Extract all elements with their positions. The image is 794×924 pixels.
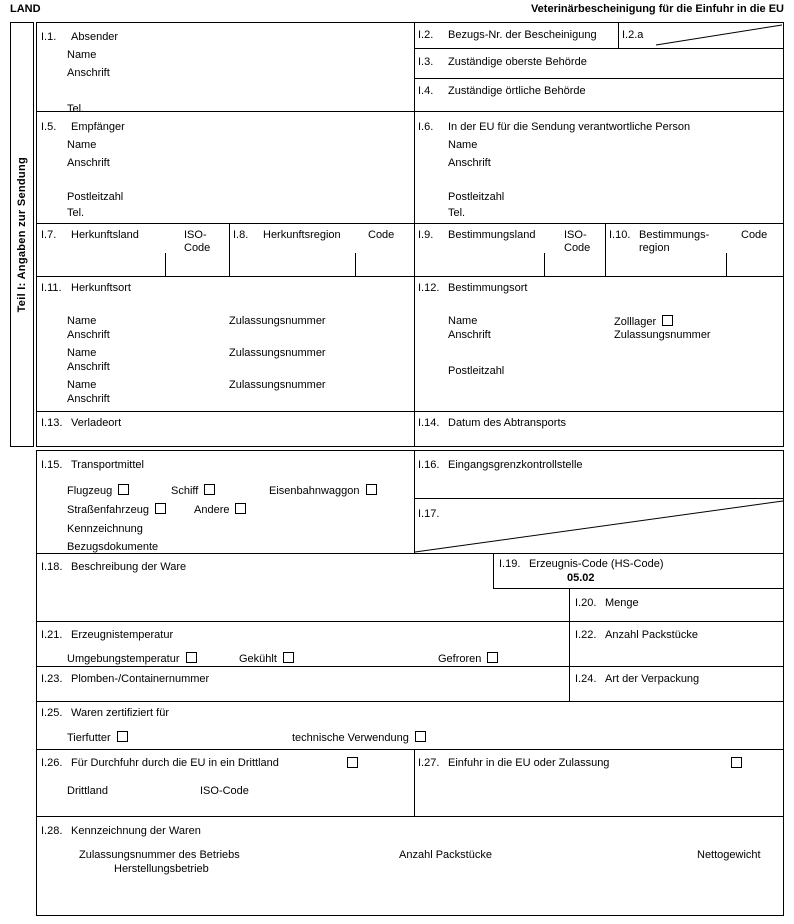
field-label: Absender	[71, 31, 119, 43]
field-number: I.10.	[609, 229, 631, 241]
i1-name-label: Name	[67, 49, 97, 61]
technische-verwendung-label: technische Verwendung	[292, 732, 409, 744]
i15-eisenbahnwaggon-option	[269, 484, 377, 498]
zolllager-checkbox[interactable]	[662, 315, 673, 326]
field-number: I.26.	[41, 757, 63, 769]
field-number: I.17.	[418, 508, 440, 520]
field-number: I.16.	[418, 459, 440, 471]
i15-strassenfahrzeug-option	[67, 503, 166, 517]
field-number: I.27.	[418, 757, 440, 769]
i25-technische-verwendung-option	[292, 731, 426, 745]
i15-flugzeug-option	[67, 484, 129, 498]
i15-bezugsdokumente-label: Bezugsdokumente	[67, 541, 159, 553]
i6-tel-label: Tel.	[448, 207, 466, 219]
upper-form-box	[36, 22, 784, 447]
field-i1-absender	[41, 31, 118, 44]
schiff-checkbox[interactable]	[204, 484, 215, 495]
i5-name-label: Name	[67, 139, 97, 151]
i1-tel-label: Tel.	[67, 103, 85, 115]
i28-herstellungsbetrieb-label: Herstellungsbetrieb	[114, 863, 209, 875]
i1-anschrift-label: Anschrift	[67, 67, 110, 79]
field-label: In der EU für die Sendung verantwortliche Person	[448, 121, 691, 133]
field-i10-number	[609, 229, 630, 242]
technische-verwendung-checkbox[interactable]	[415, 731, 426, 742]
gekuehlt-checkbox[interactable]	[283, 652, 294, 663]
country-label: LAND	[10, 3, 41, 15]
field-label: Bestimmungsort	[448, 282, 528, 294]
i17-strikethrough-line	[414, 498, 783, 553]
i15-andere-option	[194, 503, 246, 517]
eisenbahnwaggon-checkbox[interactable]	[366, 484, 377, 495]
field-i11-herkunftsort	[41, 282, 131, 295]
i10-code-label: Code	[741, 229, 768, 241]
divider	[414, 749, 415, 816]
field-number: I.23.	[41, 673, 63, 685]
field-number: I.6.	[418, 121, 434, 133]
i28-zulassungsnummer-betrieb-label: Zulassungsnummer des Betriebs	[79, 849, 240, 861]
field-label: Beschreibung der Ware	[71, 561, 187, 573]
field-number: I.2.	[418, 29, 434, 41]
divider	[37, 111, 783, 112]
field-label: Empfänger	[71, 121, 125, 133]
flugzeug-checkbox[interactable]	[118, 484, 129, 495]
lower-form-box	[36, 450, 784, 916]
field-i2a	[622, 29, 643, 42]
field-number: I.8.	[233, 229, 249, 241]
field-label: Bestimmungsland	[448, 229, 536, 241]
i5-anschrift-label: Anschrift	[67, 157, 110, 169]
umgebungstemperatur-label: Umgebungstemperatur	[67, 653, 180, 665]
field-number: I.2.a	[622, 29, 644, 41]
field-label: Herkunftsregion	[263, 229, 341, 241]
field-i21-erzeugnistemperatur	[41, 629, 173, 642]
field-i10-bestimmungsregion: Bestimmungs-region	[639, 229, 710, 254]
i15-kennzeichnung-label: Kennzeichnung	[67, 523, 143, 535]
eisenbahnwaggon-label: Eisenbahnwaggon	[269, 485, 360, 497]
i12-name-label: Name	[448, 315, 478, 327]
divider	[605, 223, 606, 276]
i19-hs-code-value: 05.02	[567, 572, 595, 584]
i26-drittland-label: Drittland	[67, 785, 108, 797]
divider	[569, 666, 570, 701]
field-number: I.21.	[41, 629, 63, 641]
field-label: Transportmittel	[71, 459, 144, 471]
field-i28-kennzeichnung-waren	[41, 825, 201, 838]
field-label: Kennzeichnung der Waren	[71, 825, 201, 837]
gekuehlt-label: Gekühlt	[239, 653, 277, 665]
divider	[37, 276, 783, 277]
field-number: I.18.	[41, 561, 63, 573]
divider	[37, 816, 783, 817]
strassenfahrzeug-label: Straßenfahrzeug	[67, 504, 149, 516]
field-i4-oertliche-behoerde	[418, 85, 586, 98]
field-label: Verladeort	[71, 417, 122, 429]
divider	[37, 749, 783, 750]
part-1-sidebar-label: Teil I: Angaben zur Sendung	[16, 156, 28, 313]
i8-code-label: Code	[368, 229, 395, 241]
i9-iso-code-label: ISO-Code	[564, 229, 591, 254]
field-i6-verantwortliche-person	[418, 121, 690, 134]
i6-name-label: Name	[448, 139, 478, 151]
field-label: Eingangsgrenzkontrollstelle	[448, 459, 583, 471]
field-label: Einfuhr in die EU oder Zulassung	[448, 757, 610, 769]
field-i26-durchfuhr-drittland	[41, 757, 279, 770]
divider	[726, 253, 727, 276]
field-label: Erzeugnistemperatur	[71, 629, 174, 641]
field-label: Art der Verpackung	[605, 673, 700, 685]
field-label: Herkunftsland	[71, 229, 139, 241]
i12-zolllager-option	[614, 315, 673, 329]
i11-entry2-anschrift: Anschrift	[67, 361, 110, 373]
strassenfahrzeug-checkbox[interactable]	[155, 503, 166, 514]
divider	[37, 223, 783, 224]
page-title: Veterinärbescheinigung für die Einfuhr in die EU	[530, 3, 784, 15]
field-number: I.9.	[418, 229, 434, 241]
umgebungstemperatur-checkbox[interactable]	[186, 652, 197, 663]
field-i8-herkunftsregion	[233, 229, 341, 242]
divider	[414, 23, 415, 446]
field-label: Zuständige örtliche Behörde	[448, 85, 586, 97]
field-number: I.19.	[499, 558, 521, 570]
field-label: Erzeugnis-Code (HS-Code)	[529, 558, 664, 570]
field-i16-eingangsgrenzkontrollstelle	[418, 459, 583, 472]
field-i19-erzeugnis-code	[499, 558, 664, 571]
field-i25-waren-zertifiziert	[41, 707, 169, 720]
field-number: I.13.	[41, 417, 63, 429]
i28-anzahl-packstuecke-label: Anzahl Packstücke	[399, 849, 492, 861]
field-label: Für Durchfuhr durch die EU in ein Drittland	[71, 757, 279, 769]
i25-tierfutter-option	[67, 731, 128, 745]
i21-umgebungstemperatur-option	[67, 652, 197, 666]
field-label: Plomben-/Containernummer	[71, 673, 210, 685]
field-i17	[418, 508, 439, 521]
i28-nettogewicht-label: Nettogewicht	[697, 849, 761, 861]
field-number: I.24.	[575, 673, 597, 685]
i11-entry1-name: Name	[67, 315, 97, 327]
i11-entry3-zulassungsnummer: Zulassungsnummer	[229, 379, 326, 391]
field-i7-herkunftsland	[41, 229, 139, 242]
divider	[37, 621, 783, 622]
field-number: I.15.	[41, 459, 63, 471]
field-number: I.7.	[41, 229, 57, 241]
divider	[414, 78, 783, 79]
i12-plz-label: Postleitzahl	[448, 365, 505, 377]
field-i24-art-verpackung	[575, 673, 699, 686]
field-number: I.4.	[418, 85, 434, 97]
field-label: Menge	[605, 597, 639, 609]
field-number: I.11.	[41, 282, 62, 294]
field-label: Herkunftsort	[71, 282, 131, 294]
field-number: I.25.	[41, 707, 63, 719]
field-i14-datum-abtransport	[418, 417, 566, 430]
i7-iso-code-label: ISO-Code	[184, 229, 211, 254]
i26-iso-code-label: ISO-Code	[200, 785, 249, 797]
field-i18-beschreibung-ware	[41, 561, 186, 574]
field-i27-einfuhr-zulassung	[418, 757, 609, 770]
field-i3-oberste-behoerde	[418, 56, 587, 69]
i11-entry1-zulassungsnummer: Zulassungsnummer	[229, 315, 326, 327]
field-i9-bestimmungsland	[418, 229, 535, 242]
gefroren-label: Gefroren	[438, 653, 482, 665]
i11-entry1-anschrift: Anschrift	[67, 329, 110, 341]
flugzeug-label: Flugzeug	[67, 485, 113, 497]
i11-entry3-name: Name	[67, 379, 97, 391]
i15-schiff-option	[171, 484, 215, 498]
i12-zolllager-label: Zolllager	[614, 316, 657, 328]
field-label: Zuständige oberste Behörde	[448, 56, 587, 68]
part-1-sidebar	[10, 22, 34, 447]
field-i22-anzahl-packstuecke	[575, 629, 698, 642]
gefroren-checkbox[interactable]	[487, 652, 498, 663]
schiff-label: Schiff	[171, 485, 199, 497]
i11-entry2-name: Name	[67, 347, 97, 359]
field-label: Waren zertifiziert für	[71, 707, 170, 719]
tierfutter-checkbox[interactable]	[117, 731, 128, 742]
field-i5-empfaenger	[41, 121, 125, 134]
i11-entry2-zulassungsnummer: Zulassungsnummer	[229, 347, 326, 359]
divider	[544, 253, 545, 276]
field-number: I.22.	[575, 629, 597, 641]
field-number: I.14.	[418, 417, 440, 429]
field-label: Datum des Abtransports	[448, 417, 567, 429]
tierfutter-label: Tierfutter	[67, 732, 111, 744]
field-i23-plomben-containernummer	[41, 673, 209, 686]
einfuhr-zulassung-checkbox[interactable]	[731, 757, 742, 768]
andere-checkbox[interactable]	[235, 503, 246, 514]
i12-zulassungsnummer-label: Zulassungsnummer	[614, 329, 711, 341]
i5-plz-label: Postleitzahl	[67, 191, 124, 203]
field-i13-verladeort	[41, 417, 121, 430]
divider	[569, 621, 570, 666]
divider	[229, 223, 230, 276]
field-label: Bezugs-Nr. der Bescheinigung	[448, 29, 597, 41]
i11-entry3-anschrift: Anschrift	[67, 393, 110, 405]
field-number: I.28.	[41, 825, 63, 837]
i6-plz-label: Postleitzahl	[448, 191, 505, 203]
field-label: Anzahl Packstücke	[605, 629, 698, 641]
i21-gefroren-option	[438, 652, 498, 666]
field-i12-bestimmungsort	[418, 282, 527, 295]
field-number: I.3.	[418, 56, 434, 68]
field-number: I.20.	[575, 597, 597, 609]
field-number: I.12.	[418, 282, 440, 294]
divider	[37, 666, 783, 667]
field-i20-menge	[575, 597, 639, 610]
field-i15-transportmittel	[41, 459, 144, 472]
i21-gekuehlt-option	[239, 652, 294, 666]
divider	[165, 253, 166, 276]
divider	[355, 253, 356, 276]
i12-anschrift-label: Anschrift	[448, 329, 491, 341]
divider	[37, 701, 783, 702]
field-number: I.5.	[41, 121, 57, 133]
field-i2-bezugsnr	[418, 29, 597, 42]
divider	[414, 48, 783, 49]
andere-label: Andere	[194, 504, 230, 516]
i6-anschrift-label: Anschrift	[448, 157, 491, 169]
divider	[37, 411, 783, 412]
i5-tel-label: Tel.	[67, 207, 85, 219]
field-number: I.1.	[41, 31, 57, 43]
durchfuhr-drittland-checkbox[interactable]	[347, 757, 358, 768]
